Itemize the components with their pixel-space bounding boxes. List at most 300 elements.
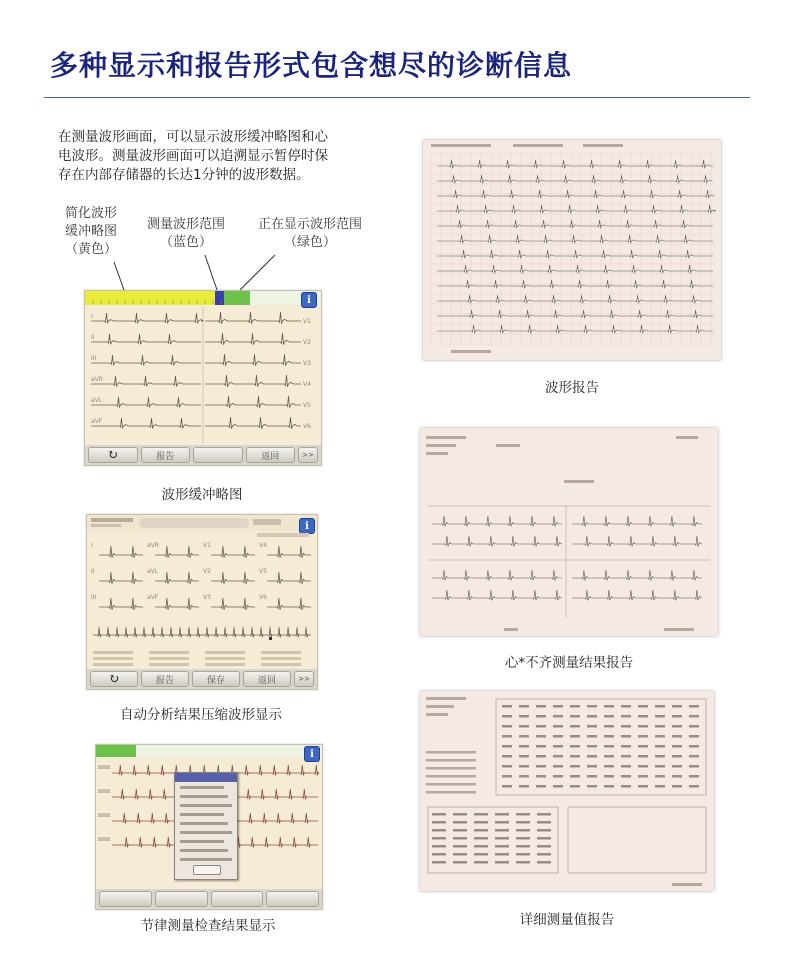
lead-label: V5 bbox=[303, 402, 311, 409]
table-cell bbox=[638, 735, 648, 738]
ecg-trace-left bbox=[91, 418, 201, 428]
blank-softkey[interactable] bbox=[193, 447, 243, 463]
table-cell bbox=[655, 765, 665, 768]
table-cell bbox=[495, 837, 509, 840]
table-cell bbox=[621, 745, 631, 748]
table-cell bbox=[502, 765, 512, 768]
ecg-trace-left bbox=[91, 397, 201, 407]
lead-label: aVR bbox=[147, 542, 159, 549]
table-cell bbox=[474, 853, 488, 856]
table-cell bbox=[516, 837, 530, 840]
table-cell bbox=[604, 785, 614, 788]
table-cell bbox=[553, 765, 563, 768]
table-cell bbox=[587, 755, 597, 758]
table-cell bbox=[570, 775, 580, 778]
ecg-trace bbox=[99, 572, 143, 584]
table-cell bbox=[453, 837, 467, 840]
rhythm-screen bbox=[95, 744, 323, 910]
table-cell bbox=[516, 861, 530, 864]
dialog-row bbox=[180, 822, 228, 825]
buffer-waveforms bbox=[85, 307, 321, 443]
table-cell bbox=[604, 705, 614, 708]
table-cell bbox=[638, 755, 648, 758]
lead-label: V4 bbox=[303, 381, 311, 388]
ecg-trace bbox=[437, 295, 713, 303]
dialog-row bbox=[180, 831, 232, 834]
table-cell bbox=[672, 725, 682, 728]
table-cell bbox=[638, 725, 648, 728]
table-cell bbox=[570, 765, 580, 768]
lead-label: V3 bbox=[303, 360, 311, 367]
footer-text bbox=[504, 628, 518, 631]
softkey-2[interactable] bbox=[155, 891, 208, 907]
table-cell bbox=[519, 775, 529, 778]
ecg-trace bbox=[572, 570, 702, 580]
comment-box bbox=[568, 807, 706, 873]
table-cell bbox=[495, 829, 509, 832]
ecg-trace bbox=[437, 265, 713, 273]
buffer-screen bbox=[84, 290, 322, 466]
detail-report bbox=[420, 691, 714, 891]
table-cell bbox=[672, 745, 682, 748]
lead-label: aVL bbox=[91, 397, 103, 404]
table-cell bbox=[502, 745, 512, 748]
header-text bbox=[426, 713, 448, 716]
header-text bbox=[426, 444, 456, 447]
ecg-trace-right bbox=[205, 396, 301, 408]
waveform-report-caption: 波形报告 bbox=[545, 380, 599, 396]
table-cell bbox=[553, 725, 563, 728]
ecg-trace-left bbox=[91, 355, 201, 365]
table-cell bbox=[453, 845, 467, 848]
header-text bbox=[426, 705, 454, 708]
dialog-row bbox=[180, 786, 224, 789]
rhythm-strip bbox=[93, 627, 311, 637]
ecg-trace-left bbox=[91, 376, 201, 386]
table-cell bbox=[516, 813, 530, 816]
table-cell bbox=[672, 705, 682, 708]
buffer-ticks bbox=[85, 291, 321, 305]
table-cell bbox=[689, 725, 699, 728]
return-button[interactable]: 返回 bbox=[246, 447, 296, 463]
ecg-trace bbox=[432, 570, 562, 580]
detail-report-chart bbox=[420, 691, 714, 891]
measurement-text bbox=[205, 663, 245, 666]
table-cell bbox=[604, 735, 614, 738]
table-cell bbox=[638, 715, 648, 718]
table-cell bbox=[453, 821, 467, 824]
refresh-icon: ↻ bbox=[107, 447, 119, 463]
table-cell bbox=[604, 755, 614, 758]
table-cell bbox=[570, 725, 580, 728]
table-cell bbox=[536, 715, 546, 718]
table-cell bbox=[502, 785, 512, 788]
lead-label: V1 bbox=[203, 542, 211, 549]
header-text bbox=[583, 144, 623, 147]
more-button[interactable]: >> bbox=[294, 671, 314, 687]
lead-label bbox=[98, 813, 110, 817]
table-cell bbox=[536, 745, 546, 748]
measurement-text bbox=[205, 651, 245, 654]
table-cell bbox=[655, 705, 665, 708]
dialog-row bbox=[180, 804, 232, 807]
table-cell bbox=[474, 829, 488, 832]
table-cell bbox=[495, 845, 509, 848]
arrhythmia-report bbox=[420, 428, 718, 636]
table-cell bbox=[672, 715, 682, 718]
ecg-trace bbox=[437, 325, 713, 333]
ecg-trace bbox=[437, 205, 716, 213]
table-cell bbox=[536, 785, 546, 788]
table-cell bbox=[672, 785, 682, 788]
table-cell bbox=[655, 785, 665, 788]
callout-yellow-line: 缓冲略图 bbox=[64, 224, 117, 239]
header-text bbox=[426, 697, 466, 700]
ecg-trace-left bbox=[91, 334, 201, 344]
table-cell bbox=[689, 775, 699, 778]
ecg-trace bbox=[155, 572, 199, 584]
table-cell bbox=[537, 853, 551, 856]
table-cell bbox=[638, 745, 648, 748]
table-cell bbox=[638, 705, 648, 708]
info-icon[interactable]: i bbox=[299, 518, 315, 534]
table-cell bbox=[502, 705, 512, 708]
header-text bbox=[426, 452, 448, 455]
header-text bbox=[676, 436, 698, 439]
summary-text bbox=[426, 775, 476, 778]
table-cell bbox=[672, 735, 682, 738]
measurement-text bbox=[261, 651, 301, 654]
summary-text bbox=[426, 783, 476, 786]
ecg-trace bbox=[211, 546, 255, 558]
ecg-trace bbox=[437, 235, 713, 243]
table-cell bbox=[432, 837, 446, 840]
measurement-text bbox=[93, 657, 133, 660]
table-cell bbox=[519, 765, 529, 768]
leader-yellow bbox=[114, 262, 124, 290]
lead-label: V4 bbox=[259, 542, 267, 549]
table-cell bbox=[587, 715, 597, 718]
measurement-text bbox=[93, 663, 133, 666]
ecg-trace bbox=[211, 572, 255, 584]
table-cell bbox=[570, 715, 580, 718]
rhythm-softkeys bbox=[96, 889, 322, 909]
table-cell bbox=[689, 715, 699, 718]
footer-text bbox=[451, 350, 491, 353]
analysis-waveforms bbox=[87, 539, 317, 669]
table-cell bbox=[519, 745, 529, 748]
refresh-icon: ↻ bbox=[108, 671, 120, 687]
table-cell bbox=[604, 725, 614, 728]
lead-label bbox=[98, 789, 110, 793]
table-cell bbox=[495, 853, 509, 856]
ecg-trace bbox=[432, 516, 562, 526]
dialog-row bbox=[180, 813, 224, 816]
table-cell bbox=[587, 785, 597, 788]
table-cell bbox=[519, 705, 529, 708]
measurement-text bbox=[149, 657, 189, 660]
table-cell bbox=[570, 705, 580, 708]
table-cell bbox=[655, 775, 665, 778]
info-icon[interactable]: i bbox=[301, 292, 317, 308]
table-cell bbox=[655, 715, 665, 718]
table-cell bbox=[553, 745, 563, 748]
lead-label: II bbox=[91, 568, 95, 575]
ecg-trace bbox=[267, 598, 311, 610]
table-cell bbox=[537, 845, 551, 848]
table-cell bbox=[495, 821, 509, 824]
table-cell bbox=[638, 785, 648, 788]
lead-label: aVR bbox=[91, 376, 103, 383]
waveform-report bbox=[423, 140, 721, 360]
rhythm-range-green[interactable] bbox=[96, 745, 136, 757]
lead-label: V2 bbox=[203, 568, 211, 575]
analysis-softkeys bbox=[87, 669, 317, 689]
table-cell bbox=[621, 755, 631, 758]
intro-line: 存在内部存储器的长达1分钟的波形数据。 bbox=[58, 167, 310, 183]
lead-label: III bbox=[91, 355, 97, 362]
lead-label bbox=[98, 765, 110, 769]
table-cell bbox=[536, 735, 546, 738]
callout-yellow-line: 简化波形 bbox=[64, 206, 117, 221]
table-cell bbox=[516, 853, 530, 856]
more-button[interactable]: >> bbox=[298, 447, 318, 463]
table-cell bbox=[516, 821, 530, 824]
table-cell bbox=[587, 765, 597, 768]
table-cell bbox=[638, 765, 648, 768]
summary-text bbox=[426, 791, 476, 794]
table-cell bbox=[655, 745, 665, 748]
table-cell bbox=[553, 785, 563, 788]
table-cell bbox=[604, 715, 614, 718]
ecg-trace bbox=[572, 536, 702, 546]
table-cell bbox=[553, 715, 563, 718]
measurement-text bbox=[149, 663, 189, 666]
ecg-trace bbox=[432, 536, 562, 546]
softkey-3[interactable] bbox=[211, 891, 264, 907]
ecg-trace bbox=[437, 175, 713, 183]
table-cell bbox=[672, 765, 682, 768]
analysis-header bbox=[87, 515, 317, 531]
softkey-4[interactable] bbox=[266, 891, 319, 907]
table-cell bbox=[689, 755, 699, 758]
lead-label: III bbox=[91, 594, 97, 601]
buffer-softkeys bbox=[85, 445, 321, 465]
table-cell bbox=[570, 735, 580, 738]
table-cell bbox=[604, 745, 614, 748]
table-cell bbox=[587, 745, 597, 748]
table-cell bbox=[474, 845, 488, 848]
table-cell bbox=[689, 705, 699, 708]
ecg-trace-right bbox=[205, 333, 301, 345]
ecg-trace bbox=[211, 598, 255, 610]
dialog-ok-button[interactable] bbox=[193, 865, 221, 875]
info-icon[interactable]: i bbox=[304, 746, 320, 762]
table-cell bbox=[689, 735, 699, 738]
table-cell bbox=[519, 725, 529, 728]
ecg-trace bbox=[155, 546, 199, 558]
summary-text bbox=[426, 759, 476, 762]
footer-text bbox=[664, 628, 694, 631]
table-cell bbox=[587, 775, 597, 778]
table-cell bbox=[502, 725, 512, 728]
table-cell bbox=[453, 861, 467, 864]
table-cell bbox=[621, 715, 631, 718]
table-cell bbox=[621, 725, 631, 728]
lead-label: V5 bbox=[259, 568, 267, 575]
table-cell bbox=[516, 829, 530, 832]
table-cell bbox=[432, 853, 446, 856]
dialog-titlebar bbox=[175, 773, 237, 782]
ecg-trace-right bbox=[205, 375, 301, 387]
table-cell bbox=[537, 861, 551, 864]
table-cell bbox=[537, 837, 551, 840]
analysis-screen bbox=[86, 514, 318, 690]
header-text bbox=[564, 480, 594, 483]
ecg-trace bbox=[572, 590, 702, 600]
dialog-row bbox=[180, 840, 224, 843]
table-cell bbox=[536, 765, 546, 768]
table-cell bbox=[519, 785, 529, 788]
result-dialog bbox=[174, 772, 238, 880]
table-cell bbox=[474, 837, 488, 840]
intro-line: 在测量波形画面，可以显示波形缓冲略图和心 bbox=[58, 129, 328, 145]
table-cell bbox=[474, 861, 488, 864]
page-title: 多种显示和报告形式包含想尽的诊断信息 bbox=[50, 49, 573, 82]
leader-green bbox=[240, 255, 275, 290]
table-cell bbox=[536, 705, 546, 708]
header-text bbox=[513, 144, 563, 147]
table-cell bbox=[453, 829, 467, 832]
ecg-trace-right bbox=[205, 312, 301, 324]
table-cell bbox=[537, 813, 551, 816]
leader-blue bbox=[205, 255, 217, 290]
ecg-trace-left bbox=[91, 313, 204, 323]
table-cell bbox=[537, 821, 551, 824]
table-cell bbox=[502, 715, 512, 718]
ecg-trace bbox=[432, 590, 562, 600]
table-cell bbox=[672, 775, 682, 778]
lead-label: aVL bbox=[147, 568, 159, 575]
measurement-text bbox=[261, 663, 301, 666]
waveform-report-chart bbox=[423, 140, 721, 360]
table-cell bbox=[495, 813, 509, 816]
lead-label: V1 bbox=[303, 318, 311, 325]
lead-label: V2 bbox=[303, 339, 311, 346]
detail-report-caption: 详细测量值报告 bbox=[519, 912, 615, 928]
callout-green-line: （绿色） bbox=[283, 235, 336, 250]
table-cell bbox=[516, 845, 530, 848]
ecg-trace-right bbox=[205, 354, 301, 366]
save-button[interactable]: 保存 bbox=[192, 671, 240, 687]
table-cell bbox=[502, 735, 512, 738]
intro-line: 电波形。测量波形画面可以追溯显示暂停时保 bbox=[58, 148, 328, 164]
table-cell bbox=[621, 705, 631, 708]
ecg-trace bbox=[267, 546, 311, 558]
table-cell bbox=[672, 755, 682, 758]
measurement-text bbox=[261, 657, 301, 660]
table-cell bbox=[655, 735, 665, 738]
table-cell bbox=[432, 845, 446, 848]
table-cell bbox=[432, 861, 446, 864]
arrhythmia-report-chart bbox=[420, 428, 718, 636]
table-cell bbox=[604, 765, 614, 768]
header-text bbox=[496, 444, 520, 447]
ecg-trace-right bbox=[205, 417, 301, 429]
table-cell bbox=[536, 725, 546, 728]
buffer-caption: 波形缓冲略图 bbox=[161, 487, 243, 503]
lead-label: V6 bbox=[303, 423, 311, 430]
table-cell bbox=[587, 725, 597, 728]
lead-label: V3 bbox=[203, 594, 211, 601]
table-cell bbox=[537, 829, 551, 832]
refresh-button[interactable] bbox=[90, 671, 138, 687]
callout-yellow-line: （黄色） bbox=[64, 242, 117, 257]
ecg-trace bbox=[99, 546, 143, 558]
table-cell bbox=[553, 705, 563, 708]
softkey-1[interactable] bbox=[99, 891, 152, 907]
dialog-row bbox=[180, 849, 228, 852]
table-cell bbox=[621, 775, 631, 778]
lead-label: I bbox=[91, 313, 93, 320]
table-cell bbox=[587, 705, 597, 708]
table-cell bbox=[474, 813, 488, 816]
report-button[interactable]: 报告 bbox=[141, 671, 189, 687]
table-cell bbox=[453, 813, 467, 816]
ecg-trace bbox=[267, 572, 311, 584]
summary-text bbox=[426, 767, 476, 770]
cursor-dot bbox=[269, 637, 272, 640]
lead-label: II bbox=[91, 334, 95, 341]
table-cell bbox=[587, 735, 597, 738]
table-cell bbox=[553, 755, 563, 758]
table-cell bbox=[432, 821, 446, 824]
arrhythmia-report-caption: 心*不齐测量结果报告 bbox=[504, 655, 634, 671]
report-button[interactable]: 报告 bbox=[141, 447, 191, 463]
analysis-caption: 自动分析结果压缩波形显示 bbox=[120, 707, 282, 723]
table-cell bbox=[638, 775, 648, 778]
footer-text bbox=[672, 883, 702, 886]
table-cell bbox=[453, 853, 467, 856]
table-cell bbox=[519, 735, 529, 738]
table-cell bbox=[432, 829, 446, 832]
table-cell bbox=[570, 785, 580, 788]
lead-label: aVF bbox=[91, 418, 103, 425]
summary-text bbox=[426, 751, 476, 754]
table-cell bbox=[621, 735, 631, 738]
lead-label bbox=[98, 837, 110, 841]
header-text bbox=[431, 144, 491, 147]
lead-label: V6 bbox=[259, 594, 267, 601]
table-cell bbox=[621, 765, 631, 768]
callout-green-line: 正在显示波形范围 bbox=[257, 217, 362, 232]
return-button[interactable]: 返回 bbox=[243, 671, 291, 687]
table-cell bbox=[536, 755, 546, 758]
table-cell bbox=[432, 813, 446, 816]
table-cell bbox=[655, 755, 665, 758]
refresh-button[interactable] bbox=[88, 447, 138, 463]
table-cell bbox=[519, 715, 529, 718]
table-cell bbox=[553, 775, 563, 778]
table-cell bbox=[502, 775, 512, 778]
table-cell bbox=[553, 735, 563, 738]
table-cell bbox=[655, 725, 665, 728]
table-cell bbox=[536, 775, 546, 778]
measurement-text bbox=[149, 651, 189, 654]
measurement-text bbox=[93, 651, 133, 654]
table-cell bbox=[495, 861, 509, 864]
table-cell bbox=[689, 745, 699, 748]
